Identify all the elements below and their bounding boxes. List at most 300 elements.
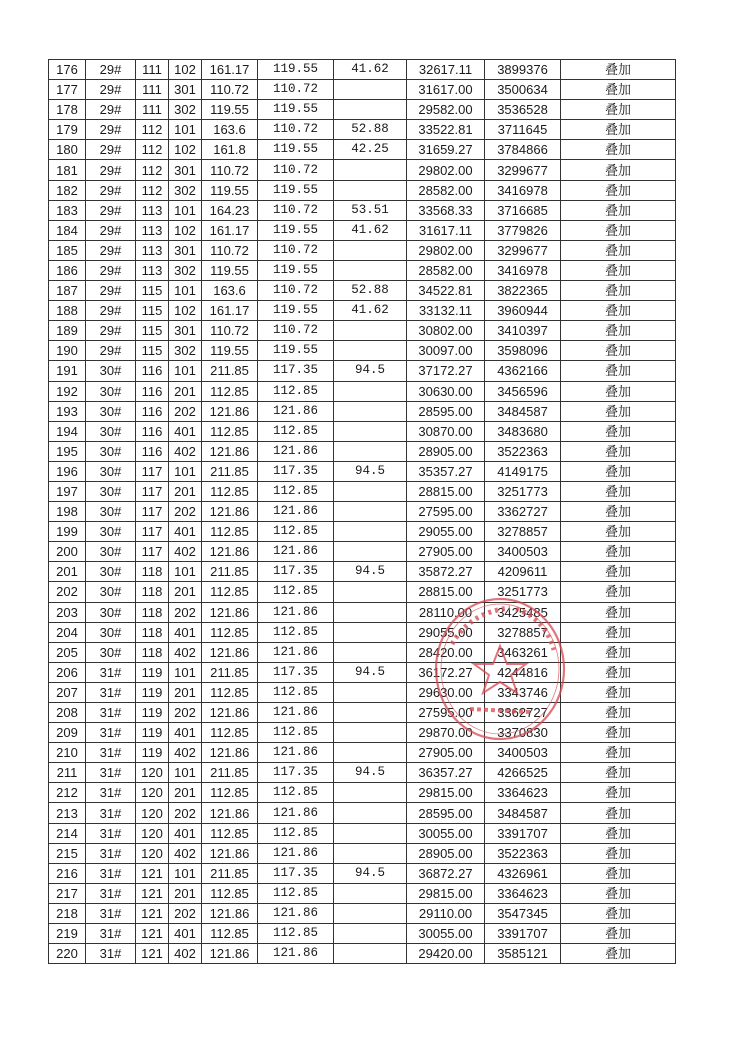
- indoor-area-cell: 121.86: [258, 542, 334, 562]
- table-row: [49, 763, 676, 783]
- indoor-area-cell: 110.72: [258, 281, 334, 301]
- unit-number-cell: 117: [136, 461, 169, 481]
- table-row: [49, 240, 676, 260]
- unit-number-cell: 119: [136, 723, 169, 743]
- unit-price-cell: 28582.00: [407, 260, 485, 280]
- room-number-cell: 101: [169, 361, 202, 381]
- total-area-cell: 119.55: [202, 341, 258, 361]
- room-number-cell: 401: [169, 421, 202, 441]
- unit-price-cell: 29870.00: [407, 723, 485, 743]
- table-row: [49, 260, 676, 280]
- building-number-cell: 29#: [86, 260, 136, 280]
- table-row: [49, 361, 676, 381]
- table-row: [49, 622, 676, 642]
- unit-price-cell: 35872.27: [407, 562, 485, 582]
- unit-price-cell: 28110.00: [407, 602, 485, 622]
- total-area-cell: 211.85: [202, 361, 258, 381]
- row-number-cell: 179: [49, 120, 86, 140]
- table-row: [49, 381, 676, 401]
- unit-price-cell: 31617.00: [407, 80, 485, 100]
- indoor-area-cell: 121.86: [258, 743, 334, 763]
- building-number-cell: 30#: [86, 602, 136, 622]
- remark-cell: 叠加: [561, 883, 676, 903]
- unit-number-cell: 112: [136, 140, 169, 160]
- table-row: [49, 863, 676, 883]
- total-price-cell: 3391707: [485, 924, 561, 944]
- row-number-cell: 215: [49, 843, 86, 863]
- remark-cell: 叠加: [561, 843, 676, 863]
- row-number-cell: 219: [49, 924, 86, 944]
- unit-price-cell: 28582.00: [407, 180, 485, 200]
- building-number-cell: 30#: [86, 481, 136, 501]
- extra-area-cell: [334, 883, 407, 903]
- unit-number-cell: 111: [136, 100, 169, 120]
- indoor-area-cell: 119.55: [258, 100, 334, 120]
- room-number-cell: 302: [169, 341, 202, 361]
- remark-cell: 叠加: [561, 522, 676, 542]
- table-body: [49, 60, 676, 964]
- indoor-area-cell: 121.86: [258, 944, 334, 964]
- indoor-area-cell: 112.85: [258, 481, 334, 501]
- building-number-cell: 31#: [86, 662, 136, 682]
- remark-cell: 叠加: [561, 562, 676, 582]
- remark-cell: 叠加: [561, 80, 676, 100]
- room-number-cell: 202: [169, 803, 202, 823]
- extra-area-cell: [334, 823, 407, 843]
- table-row: [49, 441, 676, 461]
- indoor-area-cell: 112.85: [258, 421, 334, 441]
- building-number-cell: 30#: [86, 421, 136, 441]
- extra-area-cell: [334, 80, 407, 100]
- total-price-cell: 3278857: [485, 522, 561, 542]
- room-number-cell: 202: [169, 703, 202, 723]
- table-row: [49, 723, 676, 743]
- total-price-cell: 3370830: [485, 723, 561, 743]
- total-area-cell: 121.86: [202, 743, 258, 763]
- extra-area-cell: 52.88: [334, 281, 407, 301]
- building-number-cell: 29#: [86, 321, 136, 341]
- room-number-cell: 202: [169, 401, 202, 421]
- remark-cell: 叠加: [561, 281, 676, 301]
- total-price-cell: 3547345: [485, 903, 561, 923]
- unit-number-cell: 111: [136, 60, 169, 80]
- row-number-cell: 183: [49, 200, 86, 220]
- building-number-cell: 30#: [86, 562, 136, 582]
- room-number-cell: 101: [169, 662, 202, 682]
- table-row: [49, 903, 676, 923]
- unit-number-cell: 118: [136, 622, 169, 642]
- building-number-cell: 30#: [86, 401, 136, 421]
- unit-number-cell: 112: [136, 180, 169, 200]
- row-number-cell: 201: [49, 562, 86, 582]
- extra-area-cell: [334, 783, 407, 803]
- room-number-cell: 101: [169, 763, 202, 783]
- room-number-cell: 301: [169, 240, 202, 260]
- unit-number-cell: 116: [136, 401, 169, 421]
- unit-price-cell: 28905.00: [407, 441, 485, 461]
- building-number-cell: 30#: [86, 582, 136, 602]
- row-number-cell: 187: [49, 281, 86, 301]
- total-area-cell: 112.85: [202, 381, 258, 401]
- extra-area-cell: [334, 622, 407, 642]
- remark-cell: 叠加: [561, 743, 676, 763]
- indoor-area-cell: 121.86: [258, 602, 334, 622]
- unit-price-cell: 30055.00: [407, 924, 485, 944]
- total-area-cell: 121.86: [202, 703, 258, 723]
- table-row: [49, 823, 676, 843]
- indoor-area-cell: 112.85: [258, 682, 334, 702]
- indoor-area-cell: 112.85: [258, 381, 334, 401]
- building-number-cell: 31#: [86, 703, 136, 723]
- row-number-cell: 210: [49, 743, 86, 763]
- table-row: [49, 401, 676, 421]
- total-price-cell: 3364623: [485, 883, 561, 903]
- room-number-cell: 201: [169, 381, 202, 401]
- row-number-cell: 182: [49, 180, 86, 200]
- unit-number-cell: 121: [136, 924, 169, 944]
- table-row: [49, 281, 676, 301]
- indoor-area-cell: 112.85: [258, 582, 334, 602]
- row-number-cell: 204: [49, 622, 86, 642]
- unit-number-cell: 120: [136, 783, 169, 803]
- extra-area-cell: [334, 180, 407, 200]
- extra-area-cell: [334, 381, 407, 401]
- total-area-cell: 164.23: [202, 200, 258, 220]
- room-number-cell: 201: [169, 883, 202, 903]
- table-row: [49, 100, 676, 120]
- unit-price-cell: 29110.00: [407, 903, 485, 923]
- room-number-cell: 301: [169, 160, 202, 180]
- remark-cell: 叠加: [561, 381, 676, 401]
- total-area-cell: 121.86: [202, 502, 258, 522]
- indoor-area-cell: 119.55: [258, 140, 334, 160]
- building-number-cell: 30#: [86, 461, 136, 481]
- table-row: [49, 341, 676, 361]
- remark-cell: 叠加: [561, 723, 676, 743]
- total-area-cell: 112.85: [202, 481, 258, 501]
- extra-area-cell: [334, 944, 407, 964]
- remark-cell: 叠加: [561, 783, 676, 803]
- extra-area-cell: [334, 401, 407, 421]
- unit-price-cell: 28905.00: [407, 843, 485, 863]
- unit-number-cell: 115: [136, 301, 169, 321]
- row-number-cell: 190: [49, 341, 86, 361]
- room-number-cell: 402: [169, 843, 202, 863]
- table-row: [49, 703, 676, 723]
- table-row: [49, 321, 676, 341]
- total-area-cell: 112.85: [202, 582, 258, 602]
- extra-area-cell: 94.5: [334, 461, 407, 481]
- remark-cell: 叠加: [561, 160, 676, 180]
- building-number-cell: 30#: [86, 441, 136, 461]
- row-number-cell: 191: [49, 361, 86, 381]
- total-area-cell: 112.85: [202, 522, 258, 542]
- total-price-cell: 3484587: [485, 401, 561, 421]
- extra-area-cell: [334, 703, 407, 723]
- unit-price-cell: 30097.00: [407, 341, 485, 361]
- building-number-cell: 30#: [86, 361, 136, 381]
- remark-cell: 叠加: [561, 642, 676, 662]
- unit-number-cell: 115: [136, 281, 169, 301]
- unit-number-cell: 119: [136, 743, 169, 763]
- total-price-cell: 3598096: [485, 341, 561, 361]
- total-area-cell: 211.85: [202, 461, 258, 481]
- row-number-cell: 181: [49, 160, 86, 180]
- remark-cell: 叠加: [561, 361, 676, 381]
- unit-number-cell: 112: [136, 160, 169, 180]
- remark-cell: 叠加: [561, 602, 676, 622]
- extra-area-cell: [334, 502, 407, 522]
- unit-number-cell: 117: [136, 522, 169, 542]
- total-area-cell: 112.85: [202, 421, 258, 441]
- total-price-cell: 3362727: [485, 502, 561, 522]
- total-price-cell: 3278857: [485, 622, 561, 642]
- table-row: [49, 642, 676, 662]
- room-number-cell: 201: [169, 481, 202, 501]
- total-price-cell: 3425485: [485, 602, 561, 622]
- room-number-cell: 202: [169, 602, 202, 622]
- row-number-cell: 205: [49, 642, 86, 662]
- total-area-cell: 121.86: [202, 401, 258, 421]
- indoor-area-cell: 110.72: [258, 160, 334, 180]
- extra-area-cell: [334, 421, 407, 441]
- building-number-cell: 29#: [86, 220, 136, 240]
- remark-cell: 叠加: [561, 441, 676, 461]
- extra-area-cell: 41.62: [334, 60, 407, 80]
- indoor-area-cell: 110.72: [258, 120, 334, 140]
- table-row: [49, 743, 676, 763]
- indoor-area-cell: 121.86: [258, 903, 334, 923]
- building-number-cell: 29#: [86, 140, 136, 160]
- total-area-cell: 110.72: [202, 160, 258, 180]
- room-number-cell: 302: [169, 100, 202, 120]
- total-area-cell: 110.72: [202, 321, 258, 341]
- unit-number-cell: 118: [136, 582, 169, 602]
- indoor-area-cell: 121.86: [258, 441, 334, 461]
- room-number-cell: 102: [169, 140, 202, 160]
- remark-cell: 叠加: [561, 703, 676, 723]
- unit-number-cell: 113: [136, 260, 169, 280]
- row-number-cell: 212: [49, 783, 86, 803]
- indoor-area-cell: 119.55: [258, 180, 334, 200]
- row-number-cell: 198: [49, 502, 86, 522]
- unit-price-cell: 29630.00: [407, 682, 485, 702]
- extra-area-cell: [334, 160, 407, 180]
- building-number-cell: 29#: [86, 120, 136, 140]
- indoor-area-cell: 117.35: [258, 863, 334, 883]
- total-price-cell: 3483680: [485, 421, 561, 441]
- total-price-cell: 3484587: [485, 803, 561, 823]
- building-number-cell: 31#: [86, 783, 136, 803]
- unit-number-cell: 116: [136, 381, 169, 401]
- room-number-cell: 302: [169, 180, 202, 200]
- total-area-cell: 163.6: [202, 281, 258, 301]
- remark-cell: 叠加: [561, 803, 676, 823]
- row-number-cell: 203: [49, 602, 86, 622]
- indoor-area-cell: 112.85: [258, 522, 334, 542]
- extra-area-cell: 41.62: [334, 220, 407, 240]
- total-price-cell: 4326961: [485, 863, 561, 883]
- indoor-area-cell: 112.85: [258, 924, 334, 944]
- unit-number-cell: 121: [136, 903, 169, 923]
- unit-price-cell: 27595.00: [407, 703, 485, 723]
- indoor-area-cell: 119.55: [258, 301, 334, 321]
- total-area-cell: 112.85: [202, 682, 258, 702]
- row-number-cell: 176: [49, 60, 86, 80]
- indoor-area-cell: 121.86: [258, 803, 334, 823]
- unit-number-cell: 119: [136, 682, 169, 702]
- room-number-cell: 201: [169, 783, 202, 803]
- table-row: [49, 421, 676, 441]
- indoor-area-cell: 121.86: [258, 502, 334, 522]
- row-number-cell: 206: [49, 662, 86, 682]
- indoor-area-cell: 121.86: [258, 642, 334, 662]
- unit-number-cell: 121: [136, 944, 169, 964]
- extra-area-cell: [334, 743, 407, 763]
- building-number-cell: 31#: [86, 723, 136, 743]
- building-number-cell: 31#: [86, 944, 136, 964]
- unit-price-cell: 28815.00: [407, 582, 485, 602]
- room-number-cell: 202: [169, 502, 202, 522]
- total-price-cell: 3536528: [485, 100, 561, 120]
- remark-cell: 叠加: [561, 301, 676, 321]
- total-area-cell: 211.85: [202, 562, 258, 582]
- extra-area-cell: [334, 100, 407, 120]
- unit-number-cell: 121: [136, 863, 169, 883]
- indoor-area-cell: 119.55: [258, 60, 334, 80]
- extra-area-cell: [334, 903, 407, 923]
- remark-cell: 叠加: [561, 120, 676, 140]
- unit-price-cell: 29420.00: [407, 944, 485, 964]
- remark-cell: 叠加: [561, 401, 676, 421]
- row-number-cell: 209: [49, 723, 86, 743]
- room-number-cell: 101: [169, 461, 202, 481]
- building-number-cell: 30#: [86, 381, 136, 401]
- extra-area-cell: 94.5: [334, 863, 407, 883]
- row-number-cell: 192: [49, 381, 86, 401]
- indoor-area-cell: 121.86: [258, 401, 334, 421]
- remark-cell: 叠加: [561, 763, 676, 783]
- total-price-cell: 3299677: [485, 160, 561, 180]
- total-area-cell: 211.85: [202, 763, 258, 783]
- row-number-cell: 180: [49, 140, 86, 160]
- building-number-cell: 30#: [86, 642, 136, 662]
- total-price-cell: 3522363: [485, 843, 561, 863]
- unit-price-cell: 29815.00: [407, 883, 485, 903]
- unit-price-cell: 30055.00: [407, 823, 485, 843]
- remark-cell: 叠加: [561, 823, 676, 843]
- unit-number-cell: 116: [136, 361, 169, 381]
- building-number-cell: 31#: [86, 863, 136, 883]
- unit-number-cell: 116: [136, 441, 169, 461]
- building-number-cell: 29#: [86, 80, 136, 100]
- total-area-cell: 211.85: [202, 863, 258, 883]
- unit-number-cell: 117: [136, 502, 169, 522]
- total-area-cell: 121.86: [202, 843, 258, 863]
- room-number-cell: 201: [169, 682, 202, 702]
- total-price-cell: 3784866: [485, 140, 561, 160]
- building-number-cell: 30#: [86, 542, 136, 562]
- total-area-cell: 121.86: [202, 642, 258, 662]
- extra-area-cell: [334, 240, 407, 260]
- indoor-area-cell: 117.35: [258, 662, 334, 682]
- indoor-area-cell: 110.72: [258, 321, 334, 341]
- unit-price-cell: 29802.00: [407, 160, 485, 180]
- row-number-cell: 189: [49, 321, 86, 341]
- total-area-cell: 110.72: [202, 80, 258, 100]
- extra-area-cell: [334, 642, 407, 662]
- unit-price-cell: 30870.00: [407, 421, 485, 441]
- indoor-area-cell: 121.86: [258, 703, 334, 723]
- building-number-cell: 31#: [86, 924, 136, 944]
- unit-price-cell: 36357.27: [407, 763, 485, 783]
- extra-area-cell: [334, 803, 407, 823]
- remark-cell: 叠加: [561, 502, 676, 522]
- total-price-cell: 3711645: [485, 120, 561, 140]
- row-number-cell: 207: [49, 682, 86, 702]
- table-row: [49, 602, 676, 622]
- unit-price-cell: 29582.00: [407, 100, 485, 120]
- remark-cell: 叠加: [561, 100, 676, 120]
- remark-cell: 叠加: [561, 321, 676, 341]
- room-number-cell: 101: [169, 863, 202, 883]
- row-number-cell: 199: [49, 522, 86, 542]
- building-number-cell: 31#: [86, 763, 136, 783]
- extra-area-cell: [334, 542, 407, 562]
- table-row: [49, 783, 676, 803]
- room-number-cell: 101: [169, 281, 202, 301]
- row-number-cell: 220: [49, 944, 86, 964]
- remark-cell: 叠加: [561, 542, 676, 562]
- remark-cell: 叠加: [561, 421, 676, 441]
- building-number-cell: 29#: [86, 341, 136, 361]
- unit-number-cell: 121: [136, 883, 169, 903]
- total-price-cell: 3522363: [485, 441, 561, 461]
- remark-cell: 叠加: [561, 582, 676, 602]
- total-price-cell: 3416978: [485, 180, 561, 200]
- remark-cell: 叠加: [561, 240, 676, 260]
- unit-number-cell: 120: [136, 763, 169, 783]
- unit-price-cell: 27905.00: [407, 542, 485, 562]
- unit-number-cell: 113: [136, 240, 169, 260]
- total-area-cell: 211.85: [202, 662, 258, 682]
- table-row: [49, 481, 676, 501]
- row-number-cell: 208: [49, 703, 86, 723]
- total-price-cell: 4149175: [485, 461, 561, 481]
- row-number-cell: 178: [49, 100, 86, 120]
- remark-cell: 叠加: [561, 944, 676, 964]
- unit-price-cell: 33522.81: [407, 120, 485, 140]
- indoor-area-cell: 112.85: [258, 622, 334, 642]
- unit-price-cell: 30802.00: [407, 321, 485, 341]
- table-row: [49, 843, 676, 863]
- total-area-cell: 112.85: [202, 823, 258, 843]
- indoor-area-cell: 112.85: [258, 783, 334, 803]
- unit-price-cell: 28595.00: [407, 803, 485, 823]
- extra-area-cell: 94.5: [334, 763, 407, 783]
- total-price-cell: 3400503: [485, 743, 561, 763]
- unit-price-cell: 29815.00: [407, 783, 485, 803]
- unit-price-cell: 29802.00: [407, 240, 485, 260]
- unit-number-cell: 115: [136, 321, 169, 341]
- unit-number-cell: 118: [136, 642, 169, 662]
- unit-price-cell: 31617.11: [407, 220, 485, 240]
- total-price-cell: 3960944: [485, 301, 561, 321]
- building-number-cell: 31#: [86, 823, 136, 843]
- table-row: [49, 80, 676, 100]
- extra-area-cell: [334, 582, 407, 602]
- remark-cell: 叠加: [561, 481, 676, 501]
